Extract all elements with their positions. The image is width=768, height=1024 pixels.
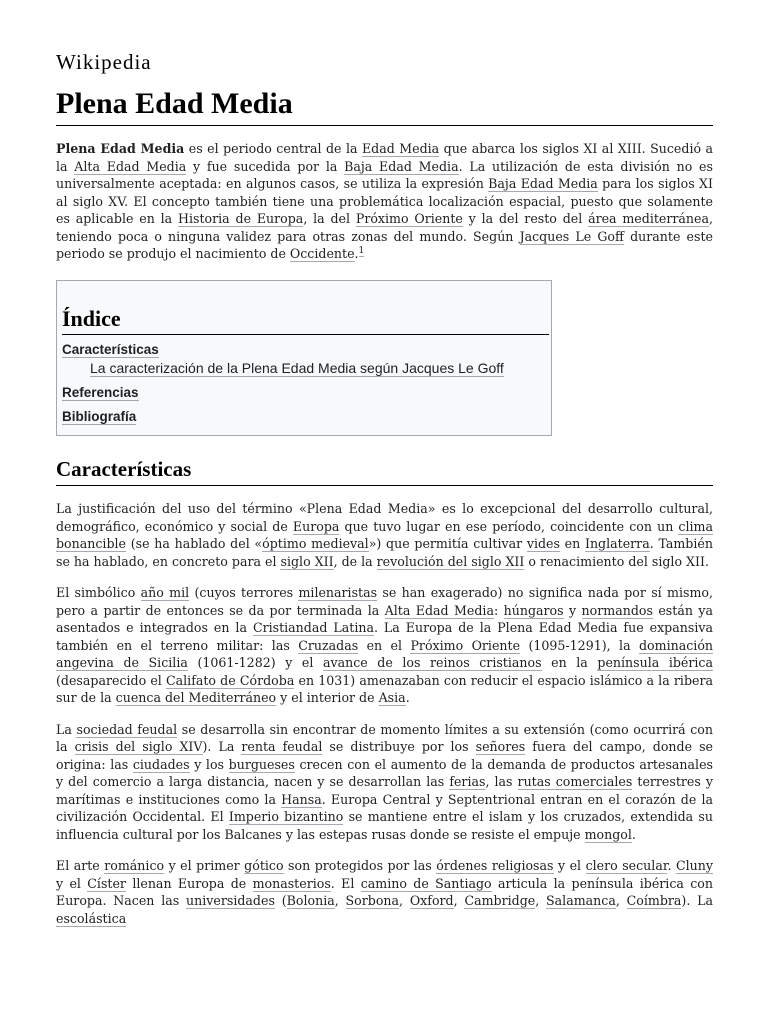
wiki-link[interactable]: clima bonancible: [56, 518, 713, 551]
wiki-link[interactable]: Hansa: [281, 791, 322, 807]
wiki-link[interactable]: escolástica: [56, 910, 127, 926]
reference-link[interactable]: 1: [358, 245, 365, 256]
wiki-link[interactable]: península ibérica: [597, 655, 713, 670]
wiki-link[interactable]: milenaristas: [298, 585, 378, 600]
wiki-link[interactable]: área mediterránea: [588, 211, 709, 226]
section-paragraph: La sociedad feudal se desarrolla sin encontrar de momento límites a su extensión (como ocurrirá con la crisis del siglo XIV). La renta feudal se distribuye por los señores fuera del campo, donde se origina: las ciudades y los burgueses crecen con el aumento de la demanda de productos artesanales y del comercio a larga distancia, nacen y se desarrollan las ferias, las rutas comerciales terrestres y marítimas e instituciones como la Hansa. Europa Central y Septentrional entran en el corazón de la civilización Occidental. El Imperio bizantino se mantiene entre el islam y los cruzados, extendida su influencia cultural por los Balcanes y las estepas rusas donde se resiste el empuje mongol.: [56, 721, 714, 842]
wiki-link[interactable]: Próximo Oriente: [355, 211, 463, 226]
section-heading: Características: [56, 456, 713, 486]
wiki-link[interactable]: revolución del siglo XII: [376, 553, 525, 569]
wiki-link[interactable]: siglo XII: [280, 553, 334, 569]
wiki-link[interactable]: crisis del siglo XIV: [74, 739, 203, 754]
wiki-link[interactable]: órdenes religiosas: [436, 858, 554, 873]
wiki-link[interactable]: Cruzadas: [298, 637, 359, 653]
wiki-link[interactable]: Occidente: [289, 246, 355, 261]
intro-paragraph-container: [56, 140, 713, 263]
wiki-link[interactable]: Imperio bizantino: [228, 809, 344, 824]
intro-paragraph: Plena Edad Media es el periodo central de la Edad Media que abarca los siglos XI al XIII. Sucedió a la Alta Edad Media y fue sucedida por la Baja Edad Media. La utilización de esta división no es universalmente aceptada: en algunos casos, se utiliza la expresión Baja Edad Media para los siglos XI al siglo XV. El concepto también tiene una problemática localización espacial, puesto que solamente es aplicable en la Historia de Europa, la del Próximo Oriente y la del resto del área mediterránea, teniendo poca o ninguna validez para otras zonas del mundo. Según Jacques Le Goff durante este periodo se produjo el nacimiento de Occidente.$^1$: [56, 141, 714, 261]
wiki-link[interactable]: mongol: [584, 826, 632, 842]
wiki-link[interactable]: Inglaterra: [584, 536, 650, 551]
wiki-link[interactable]: gótico: [244, 858, 284, 873]
wiki-link[interactable]: renta feudal: [241, 739, 323, 754]
wiki-link[interactable]: Oxford: [409, 893, 454, 908]
table-of-contents: [56, 280, 552, 436]
toc-item-referencias[interactable]: [62, 385, 139, 400]
wiki-link[interactable]: dominación angevina de Sicilia: [56, 637, 714, 670]
wiki-link[interactable]: Bolonia: [286, 893, 335, 908]
wiki-link[interactable]: año mil: [140, 585, 190, 600]
section-paragraph: La justificación del uso del término «Plena Edad Media» es lo excepcional del desarrollo cultural, demográfico, económico y social de Europa que tuvo lugar en ese período, coincidente con un clima bonancible (se ha hablado del «óptimo medieval») que permitía cultivar vides en Inglaterra. También se ha hablado, en concreto para el siglo XII, de la revolución del siglo XII o renacimiento del siglo XII.: [56, 501, 713, 569]
wiki-link[interactable]: ferias: [449, 774, 486, 789]
toc-item-bibliografia[interactable]: [62, 409, 136, 424]
wiki-link[interactable]: señores: [475, 739, 526, 754]
wiki-link[interactable]: Europa: [292, 518, 340, 534]
toc-item-caracterizacion[interactable]: [90, 360, 504, 376]
wiki-link[interactable]: Califato de Córdoba: [166, 672, 295, 688]
wiki-link[interactable]: Asia: [378, 690, 406, 705]
wikipedia-logo[interactable]: [56, 50, 152, 75]
wiki-link[interactable]: sociedad feudal: [76, 721, 178, 737]
toc-item-caracteristicas[interactable]: [62, 342, 159, 357]
wiki-link[interactable]: burgueses: [228, 756, 295, 772]
page-title: Plena Edad Media: [56, 86, 713, 126]
wiki-link[interactable]: vides: [526, 536, 560, 551]
wiki-link[interactable]: Cambridge: [464, 893, 536, 908]
wiki-link[interactable]: Alta Edad Media: [384, 602, 494, 618]
toc-item-label: Características: [62, 342, 159, 357]
wiki-link[interactable]: normandos: [581, 602, 653, 618]
wiki-link[interactable]: Baja Edad Media: [344, 158, 459, 174]
wiki-link[interactable]: avance de los reinos cristianos: [322, 655, 542, 670]
toc-item-label: Referencias: [62, 385, 139, 400]
wiki-link[interactable]: Edad Media: [361, 141, 440, 156]
toc-item-label: Bibliografía: [62, 409, 137, 424]
wiki-link[interactable]: rutas comerciales: [517, 774, 633, 789]
wiki-link[interactable]: óptimo medieval: [262, 536, 369, 551]
bold-term: Plena Edad Media: [56, 141, 185, 156]
wiki-link[interactable]: románico: [104, 858, 165, 873]
logo-text: Wikipedia: [56, 50, 152, 74]
wiki-link[interactable]: camino de Santiago: [360, 875, 492, 891]
toc-item-label: La caracterización de la Plena Edad Media según Jacques Le Goff: [90, 360, 504, 376]
wiki-link[interactable]: Salamanca: [546, 893, 616, 908]
wiki-link[interactable]: cuenca del Mediterráneo: [115, 690, 277, 705]
wiki-link[interactable]: Baja Edad Media: [488, 176, 598, 191]
wiki-link[interactable]: monasterios: [252, 875, 331, 891]
wiki-link[interactable]: Císter: [87, 875, 126, 891]
section-paragraph: El simbólico año mil (cuyos terrores milenaristas se han exagerado) no significa nada por sí mismo, pero a partir de entonces se da por terminada la Alta Edad Media: húngaros y normandos están ya asentados e integrados en la Cristiandad Latina. La Europa de la Plena Edad Media fue expansiva también en el terreno militar: las Cruzadas en el Próximo Oriente (1095-1291), la dominación angevina de Sicilia (1061-1282) y el avance de los reinos cristianos en la península ibérica (desaparecido el Califato de Córdoba en 1031) amenazaban con reducir el espacio islámico a la ribera sur de la cuenca del Mediterráneo y el interior de Asia.: [56, 585, 714, 705]
wiki-link[interactable]: Cluny: [675, 858, 713, 873]
wiki-link[interactable]: Coímbra: [626, 893, 682, 908]
section-body: [56, 500, 713, 941]
wiki-link[interactable]: Cristiandad Latina: [252, 620, 374, 635]
wiki-link[interactable]: Próximo Oriente: [410, 637, 521, 653]
wiki-link[interactable]: húngaros: [503, 602, 564, 618]
toc-title: Índice: [62, 305, 549, 335]
wiki-link[interactable]: Sorbona: [345, 893, 400, 908]
wiki-link[interactable]: clero secular: [585, 858, 668, 873]
wiki-link[interactable]: ciudades: [132, 756, 190, 772]
wiki-link[interactable]: universidades: [186, 893, 275, 908]
wiki-link[interactable]: Historia de Europa: [178, 211, 304, 226]
section-paragraph: El arte románico y el primer gótico son protegidos por las órdenes religiosas y el clero secular. Cluny y el Císter llenan Europa de monasterios. El camino de Santiago articula la península ibérica con Europa. Nacen las universidades (Bolonia, Sorbona, Oxford, Cambridge, Salamanca, Coímbra). La escolástica: [56, 858, 714, 926]
wiki-link[interactable]: Jacques Le Goff: [519, 228, 624, 244]
wiki-link[interactable]: Alta Edad Media: [74, 158, 187, 174]
